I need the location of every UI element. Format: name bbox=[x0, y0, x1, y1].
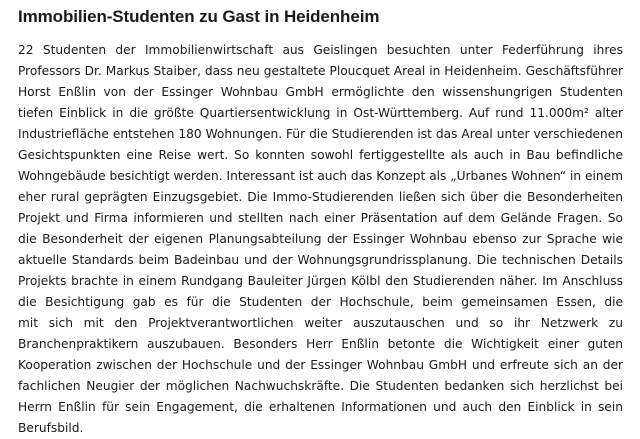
body-line: fachlichen Neugier der möglichen Nachwuchskräfte. Die Studenten bedanken sich herzlichst bei bbox=[18, 379, 623, 393]
body-line: Branchenpraktikern auszubauen. Besonders Herr Enßlin betonte die Wichtigkeit einer guten bbox=[18, 337, 623, 351]
body-line: Horst Enßlin von der Essinger Wohnbau GmbH ermöglichte den wissenshungrigen Studenten bbox=[18, 85, 623, 99]
body-line: Gesichtspunkten eine Reise wert. So konnten sowohl fertiggestellte als auch in Bau befindliche bbox=[18, 148, 623, 162]
body-line: Wohngebäude besichtigt werden. Interessant ist auch das Konzept als „Urbanes Wohnen“ in einem bbox=[18, 169, 623, 183]
article-title: Immobilien-Studenten zu Gast in Heidenheim bbox=[18, 7, 380, 26]
body-line: 22 Studenten der Immobilienwirtschaft aus Geislingen besuchten unter Federführung ihres bbox=[18, 43, 623, 57]
body-line: die Besonderheit der eigenen Planungsabteilung der Essinger Wohnbau ebenso zur Sprache wie bbox=[18, 232, 623, 246]
body-line-last: Berufsbild. bbox=[18, 421, 84, 435]
body-line: Industriefläche entstehen 180 Wohnungen. Für die Studierenden ist das Areal unter verschiedenen bbox=[18, 127, 623, 141]
body-line: Herrn Enßlin für sein Engagement, die erhaltenen Informationen und auch den Einblick in sein bbox=[18, 400, 623, 414]
body-line: Projekt und Firma informieren und stellten nach einer Präsentation auf dem Gelände Fragen. So bbox=[18, 211, 623, 225]
body-line: tiefen Einblick in die größte Quartiersentwicklung in Ost-Württemberg. Auf rund 11.000m² alter bbox=[18, 106, 623, 120]
article-body bbox=[18, 40, 623, 439]
body-line: aktuelle Standards beim Badeinbau und der Wohnungsgrundrissplanung. Die technischen Details bbox=[18, 253, 623, 267]
body-line: eher rural geprägten Einzugsgebiet. Die Immo-Studierenden ließen sich über die Besonderheiten bbox=[18, 190, 623, 204]
body-line: Kooperation zwischen der Hochschule und der Essinger Wohnbau GmbH und erfreute sich an der bbox=[18, 358, 623, 372]
body-line: die Besichtigung gab es für die Studenten der Hochschule, beim gemeinsamen Essen, die bbox=[18, 295, 623, 309]
document-page bbox=[18, 6, 623, 439]
body-line: mit sich mit den Projektverantwortlichen weiter auszutauschen und so ihr Netzwerk zu bbox=[18, 316, 623, 330]
body-line: Professors Dr. Markus Staiber, dass neu gestaltete Ploucquet Areal in Heidenheim. Geschäftsführer bbox=[18, 64, 623, 78]
body-line: Projekts brachte in einem Rundgang Bauleiter Jürgen Kölbl den Studierenden näher. Im Anschluss bbox=[18, 274, 623, 288]
